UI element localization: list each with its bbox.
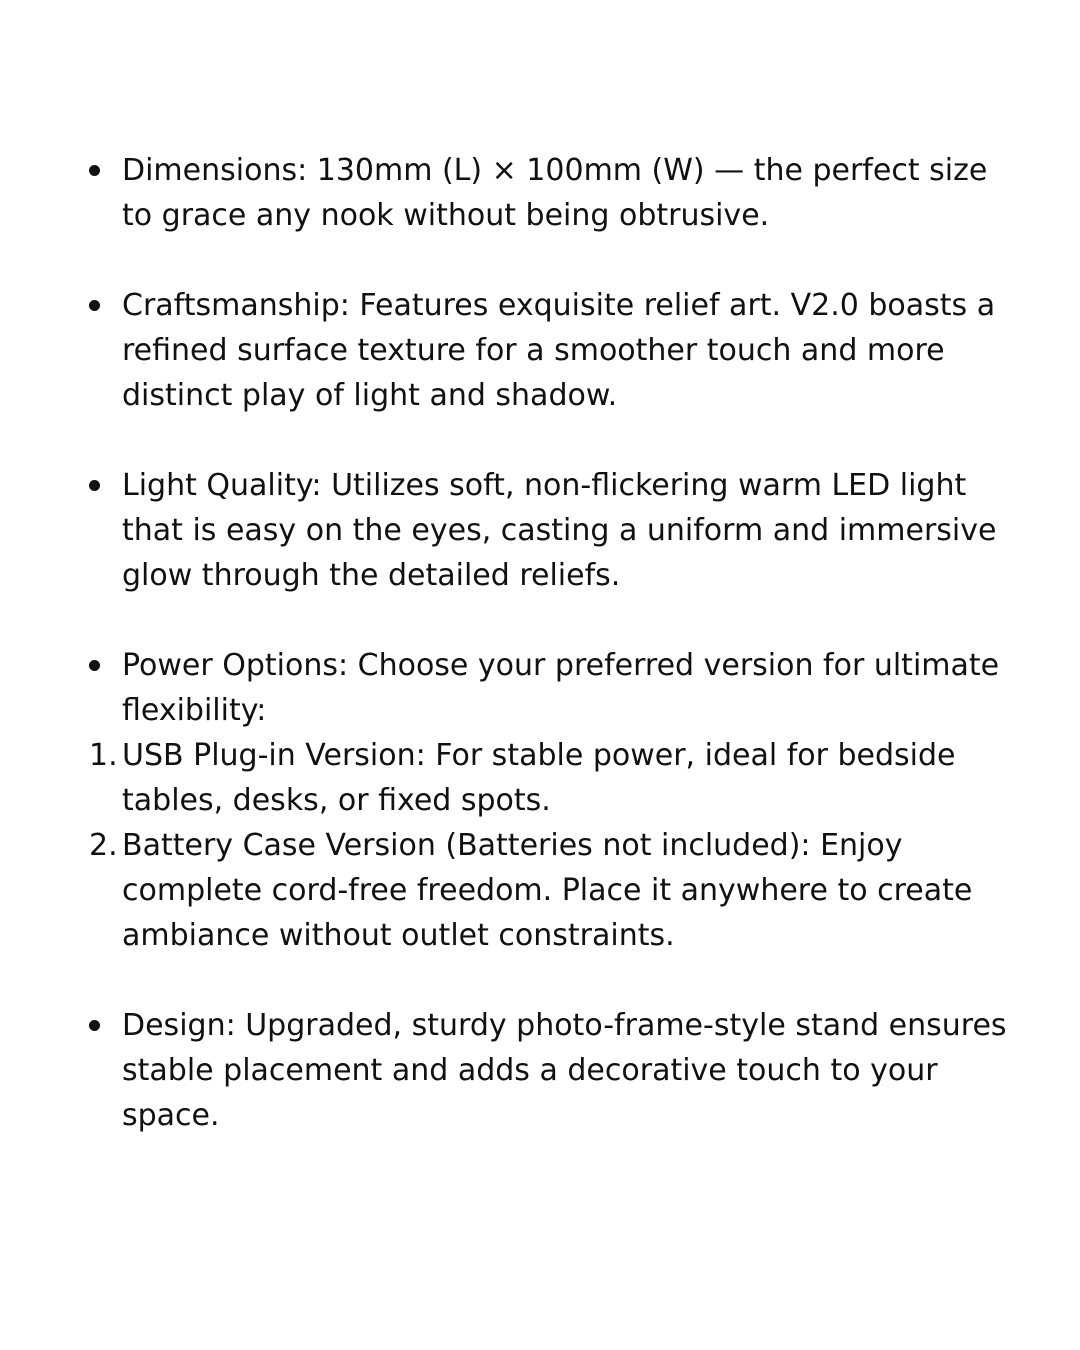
feature-list	[0, 148, 1080, 1138]
feature-item-light-quality	[0, 463, 1080, 598]
bullet-dot-icon	[89, 480, 100, 491]
feature-text: Craftsmanship: Features exquisite relief art. V2.0 boasts a refined surface texture for a smoother touch and more distinct play of light and shadow.	[122, 288, 996, 413]
power-option-battery	[0, 823, 1080, 958]
list-spacer	[0, 958, 1080, 1003]
bullet-dot-icon	[89, 660, 100, 671]
feature-text: Design: Upgraded, sturdy photo-frame-style stand ensures stable placement and adds a decorative touch to your space.	[122, 1008, 1007, 1133]
feature-text: USB Plug-in Version: For stable power, ideal for bedside tables, desks, or fixed spots.	[122, 738, 956, 818]
feature-item-power-options	[0, 643, 1080, 733]
feature-item-dimensions	[0, 148, 1080, 238]
bullet-dot-icon	[89, 300, 100, 311]
bullet-dot-icon	[89, 165, 100, 176]
list-number: 2.	[89, 828, 118, 863]
list-number: 1.	[89, 738, 118, 773]
bullet-dot-icon	[89, 1020, 100, 1031]
feature-text: Power Options: Choose your preferred version for ultimate flexibility:	[122, 648, 1000, 728]
power-option-usb	[0, 733, 1080, 823]
feature-text: Dimensions: 130mm (L) × 100mm (W) — the perfect size to grace any nook without being obtrusive.	[122, 153, 988, 233]
feature-item-design	[0, 1003, 1080, 1138]
feature-text: Light Quality: Utilizes soft, non-flickering warm LED light that is easy on the eyes, casting a uniform and immersive glow through the detailed reliefs.	[122, 468, 997, 593]
feature-text: Battery Case Version (Batteries not included): Enjoy complete cord-free freedom. Place it anywhere to create ambiance without outlet constraints.	[122, 828, 973, 953]
list-spacer	[0, 418, 1080, 463]
list-spacer	[0, 598, 1080, 643]
list-spacer	[0, 238, 1080, 283]
feature-item-craftsmanship	[0, 283, 1080, 418]
